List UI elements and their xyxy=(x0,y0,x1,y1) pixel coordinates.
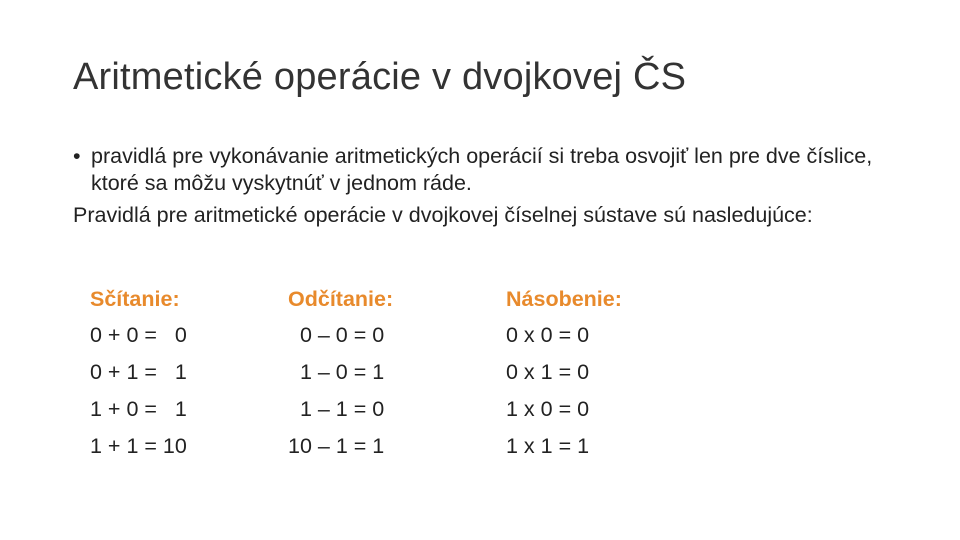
addition-rule: 1 + 0 = 1 xyxy=(90,397,187,421)
bullet-item xyxy=(73,143,893,197)
addition-column xyxy=(90,281,187,465)
multiplication-rule: 1 x 1 = 1 xyxy=(506,434,590,458)
subtraction-rule: 10 – 1 = 1 xyxy=(288,434,385,458)
addition-rule: 0 + 0 = 0 xyxy=(90,323,187,347)
slide-title: Aritmetické operácie v dvojkovej ČS xyxy=(73,56,687,98)
multiplication-rule: 0 x 0 = 0 xyxy=(506,323,590,347)
multiplication-column xyxy=(506,281,622,465)
subtraction-rule: 0 – 0 = 0 xyxy=(288,323,385,347)
bullet-marker: • xyxy=(73,144,81,168)
addition-rule: 1 + 1 = 10 xyxy=(90,434,187,458)
slide-body xyxy=(73,143,893,229)
subtraction-heading: Odčítanie: xyxy=(288,287,394,311)
multiplication-heading: Násobenie: xyxy=(506,287,622,311)
addition-rule: 0 + 1 = 1 xyxy=(90,360,187,384)
subtraction-column xyxy=(288,281,393,465)
multiplication-rule: 0 x 1 = 0 xyxy=(506,360,590,384)
subtraction-rule: 1 – 1 = 0 xyxy=(288,397,385,421)
addition-heading: Sčítanie: xyxy=(90,287,180,311)
bullet-text: pravidlá pre vykonávanie aritmetických operácií si treba osvojiť len pre dve číslice, ktoré sa môžu vyskytnúť v jednom ráde. xyxy=(91,144,873,195)
multiplication-rule: 1 x 0 = 0 xyxy=(506,397,590,421)
rules-intro-paragraph: Pravidlá pre aritmetické operácie v dvojkovej číselnej sústave sú nasledujúce: xyxy=(73,203,813,227)
subtraction-rule: 1 – 0 = 1 xyxy=(288,360,385,384)
